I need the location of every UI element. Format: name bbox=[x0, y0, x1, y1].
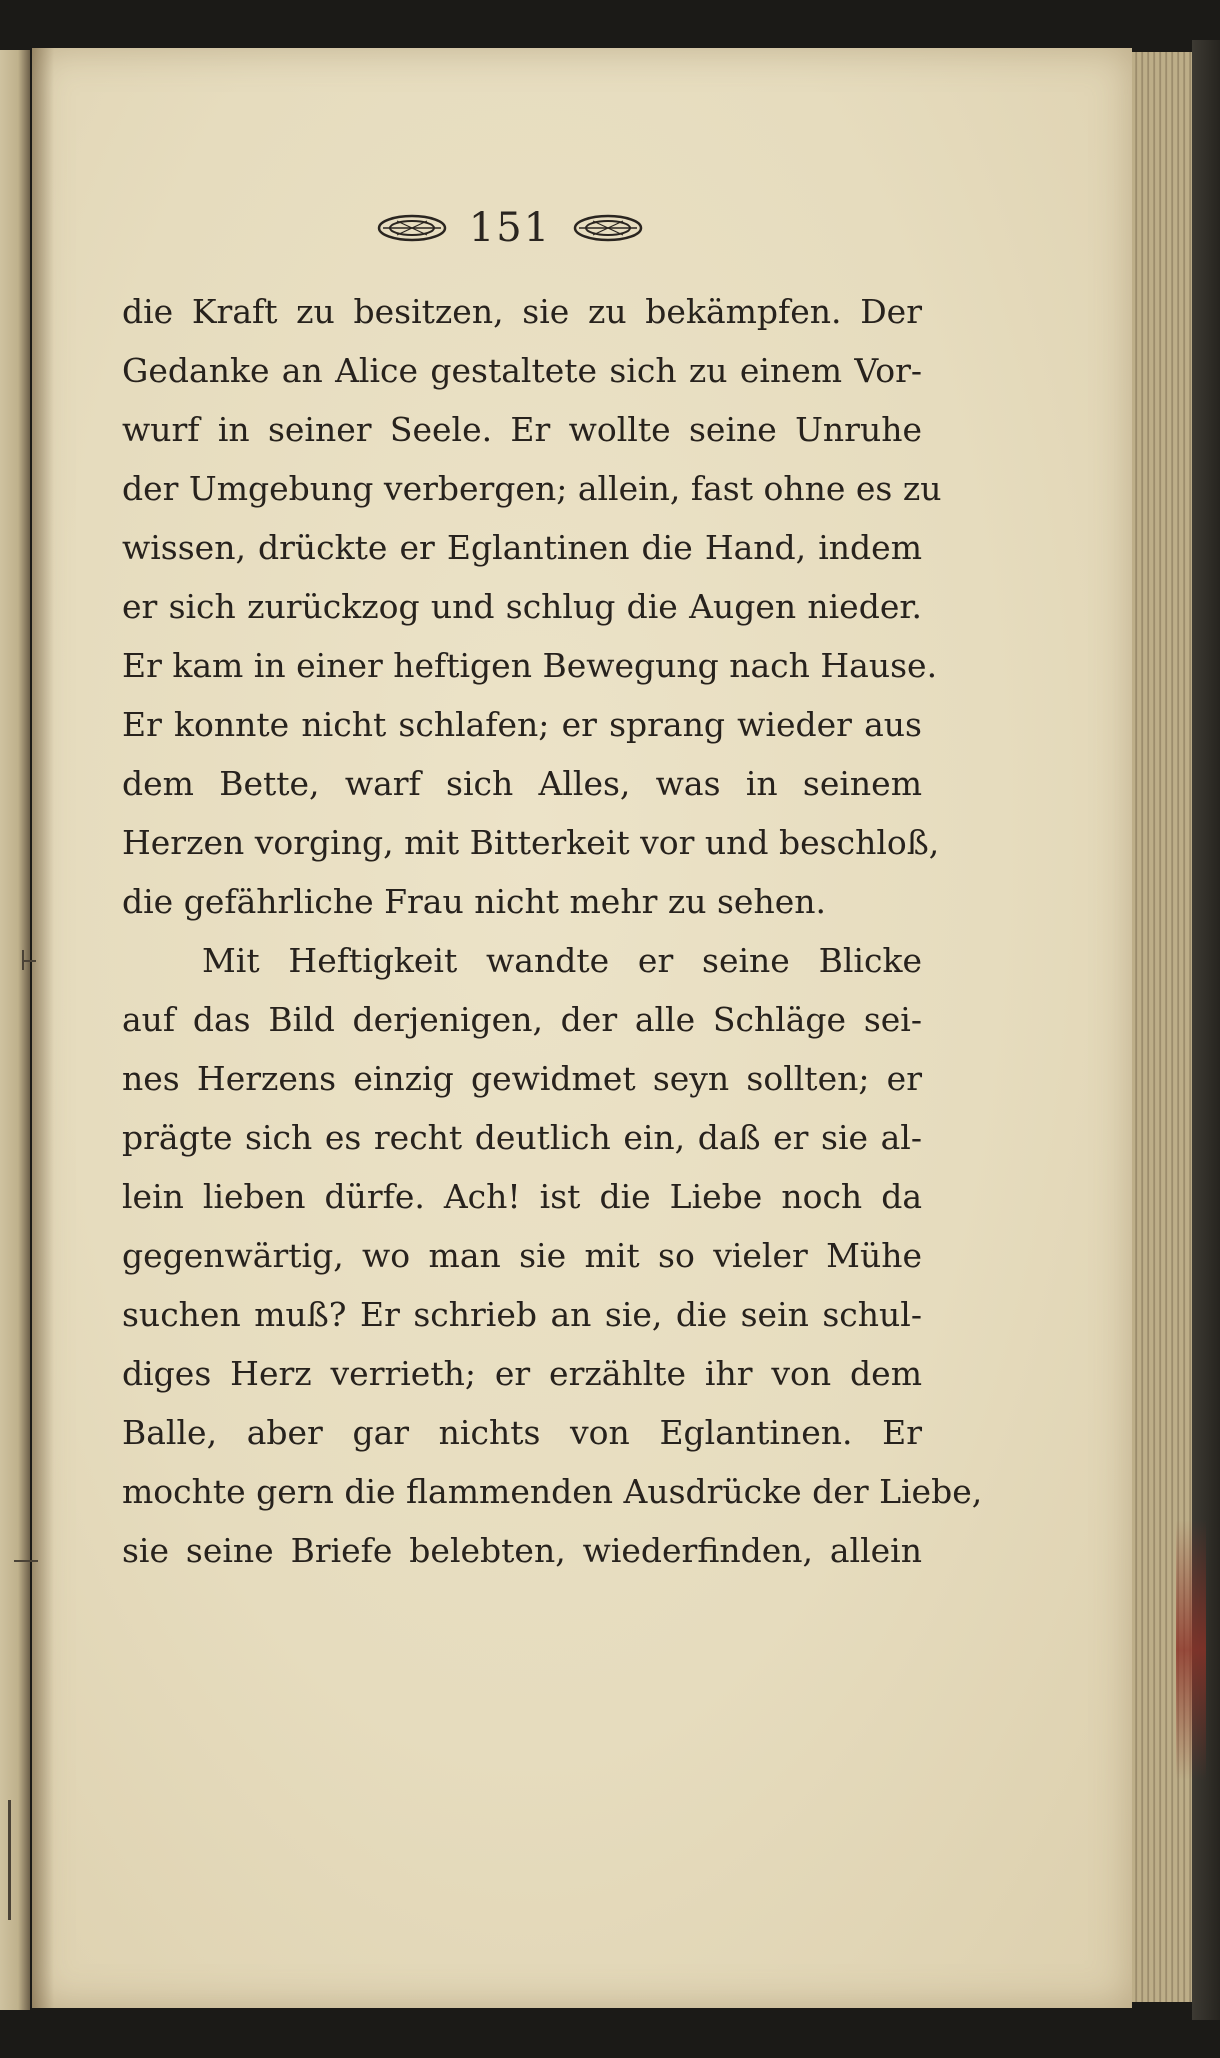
text-line: dem Bette, warf sich Alles, was in seinem bbox=[122, 764, 922, 803]
text-line: suchen muß? Er schrieb an sie, die sein schul- bbox=[122, 1295, 922, 1334]
cover-stain bbox=[1176, 1520, 1206, 1780]
text-line: auf das Bild derjenigen, der alle Schläge sei- bbox=[122, 1000, 922, 1039]
text-line: nes Herzens einzig gewidmet seyn sollten; er bbox=[122, 1059, 922, 1098]
text-line: wissen, drückte er Eglantinen die Hand, indem bbox=[122, 528, 922, 567]
text-line: der Umgebung verbergen; allein, fast ohne es zu bbox=[122, 469, 942, 508]
page-number: 151 bbox=[468, 205, 552, 251]
text-line: lein lieben dürfe. Ach! ist die Liebe noch da bbox=[122, 1177, 922, 1216]
text-line: Herzen vorging, mit Bitterkeit vor und beschloß, bbox=[122, 823, 940, 862]
ornament-left-icon bbox=[377, 213, 447, 243]
left-page-edge bbox=[0, 50, 30, 2010]
page-header bbox=[360, 198, 660, 258]
ornament-right-icon bbox=[573, 213, 643, 243]
text-line: Balle, aber gar nichts von Eglantinen. Er bbox=[122, 1413, 922, 1452]
gutter-shadow bbox=[32, 48, 54, 2008]
text-line: mochte gern die flammenden Ausdrücke der Liebe, bbox=[122, 1472, 983, 1511]
margin-mark bbox=[14, 1560, 38, 1562]
text-line: die gefährliche Frau nicht mehr zu sehen. bbox=[122, 882, 826, 921]
margin-mark bbox=[8, 1800, 11, 1920]
body-text bbox=[122, 282, 983, 1580]
text-line: Er kam in einer heftigen Bewegung nach Hause. bbox=[122, 646, 938, 685]
text-line: sie seine Briefe belebten, wiederfinden, allein bbox=[122, 1531, 922, 1570]
margin-mark bbox=[22, 960, 36, 962]
text-line: Er konnte nicht schlafen; er sprang wieder aus bbox=[122, 705, 922, 744]
text-line: wurf in seiner Seele. Er wollte seine Unruhe bbox=[122, 410, 922, 449]
text-line: Gedanke an Alice gestaltete sich zu einem Vor- bbox=[122, 351, 922, 390]
margin-mark bbox=[22, 950, 24, 970]
text-line: gegenwärtig, wo man sie mit so vieler Mühe bbox=[122, 1236, 922, 1275]
text-line: die Kraft zu besitzen, sie zu bekämpfen. Der bbox=[122, 292, 922, 331]
text-line: er sich zurückzog und schlug die Augen nieder. bbox=[122, 587, 922, 626]
text-line: prägte sich es recht deutlich ein, daß er sie al- bbox=[122, 1118, 922, 1157]
paragraph-start-line: Mit Heftigkeit wandte er seine Blicke bbox=[202, 941, 922, 980]
text-line: diges Herz verrieth; er erzählte ihr von dem bbox=[122, 1354, 922, 1393]
